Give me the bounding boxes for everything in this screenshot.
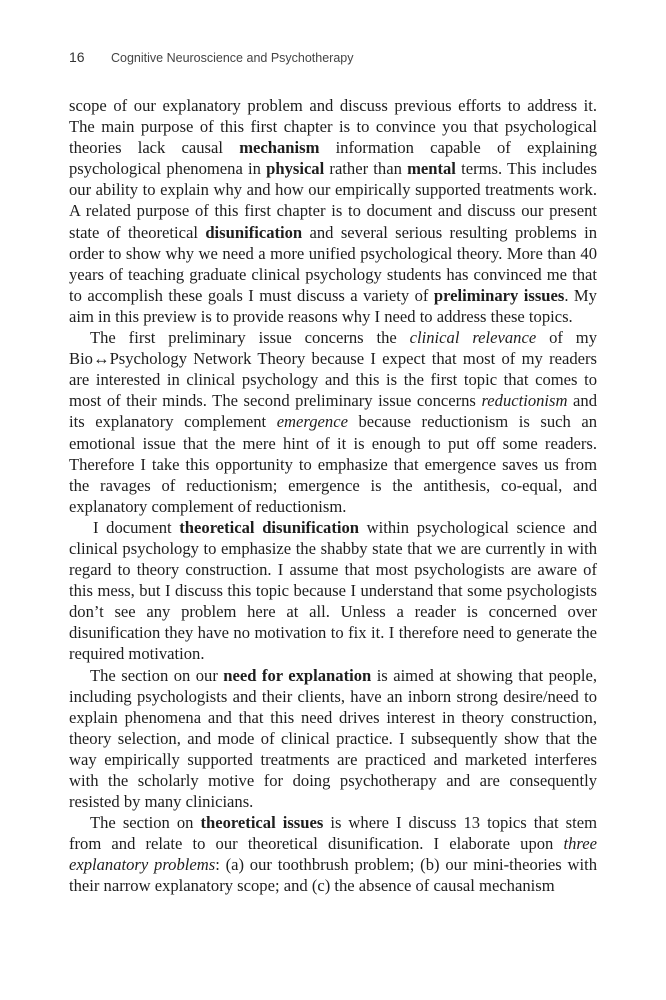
bold-term: disunification [205, 222, 303, 242]
text-run: terms. This includes our ability to explain why and how our empirically supported treatments work. A related purpose of this first chapter is to document and discuss our present state of theoretical [69, 159, 597, 242]
bold-term: mental [407, 159, 456, 179]
text-run: within psychological science and clinical psychology to emphasize the shabby state that we are currently in with regard to theory construction. I assume that most psychologists are aware of this mess, but I discuss this topic because I understand that some psychologists don’t see any problem here at all. Unless a reader is concerned over disunification they have no motivation to fix it. I therefore need to generate the required motivation. [69, 517, 597, 664]
text-run: scope of our explanatory problem and discuss previous efforts to address it. The main purpose of this first chapter is to convince you that psychological theories lack causal [69, 96, 597, 158]
text-run: and its explanatory complement [69, 391, 598, 432]
bold-term: preliminary issues [433, 285, 565, 305]
italic-term: emergence [276, 412, 348, 432]
text-run: : (a) our toothbrush problem; (b) our mini-theories with their narrow explanatory scope; and (c) the absence of causal mechanism [69, 855, 597, 896]
text-run: rather than [324, 159, 408, 179]
text-run: and several serious resulting problems in order to show why we need a more unified psychological theory. More than 40 years of teaching graduate clinical psychology students has convinced me that to accomplish these goals I must discuss a variety of [69, 222, 597, 305]
body-text [69, 95, 597, 897]
running-head [69, 49, 354, 67]
paragraph [69, 95, 597, 327]
bold-term: theoretical issues [200, 813, 324, 833]
text-run: The first preliminary issue concerns the [90, 328, 410, 348]
text-run: is aimed at showing that people, including psychologists and their clients, have an inborn strong desire/need to explain phenomena and that this need drives interest in theory construction, theory selection, and mode of clinical practice. I subsequently show that the way empirically supported treatments are practiced and marketed interferes with the scholarly motive for doing psychotherapy and are consequently resisted by many clinicians. [69, 665, 598, 812]
italic-term: clinical relevance [409, 328, 537, 348]
text-run: The section on [90, 813, 201, 833]
paragraph [69, 517, 597, 665]
text-run: . My aim in this preview is to provide reasons why I need to address these topics. [69, 285, 597, 326]
paragraph [69, 327, 597, 517]
bold-term: need for explanation [223, 665, 372, 685]
bold-term: theoretical disunification [179, 517, 360, 537]
text-run: because reductionism is such an emotional issue that the mere hint of it is enough to put off some readers. Therefore I take this opportunity to emphasize that emergence saves us from the ravages of reductionism; emergence is the antithesis, co-equal, and explanatory complement of reductionism. [69, 412, 597, 516]
page-number: 16 [69, 49, 85, 65]
bold-term: physical [266, 159, 325, 179]
text-run: The section on our [90, 665, 224, 685]
text-run: is where I discuss 13 topics that stem from and relate to our theoretical disunification. I elaborate upon [69, 813, 597, 854]
paragraph [69, 665, 597, 813]
text-run: of my Bio↔Psychology Network Theory because I expect that most of my readers are interested in clinical psychology and this is the first topic that comes to most of their minds. The second preliminary issue concerns [69, 328, 597, 411]
paragraph [69, 812, 597, 896]
italic-term: reductionism [481, 391, 568, 411]
book-title: Cognitive Neuroscience and Psychotherapy [111, 51, 354, 65]
text-run: I document [93, 517, 180, 537]
italic-term: three explanatory problems [69, 834, 597, 875]
bold-term: mechanism [239, 138, 320, 158]
text-run: information capable of explaining psychological phenomena in [69, 138, 598, 179]
